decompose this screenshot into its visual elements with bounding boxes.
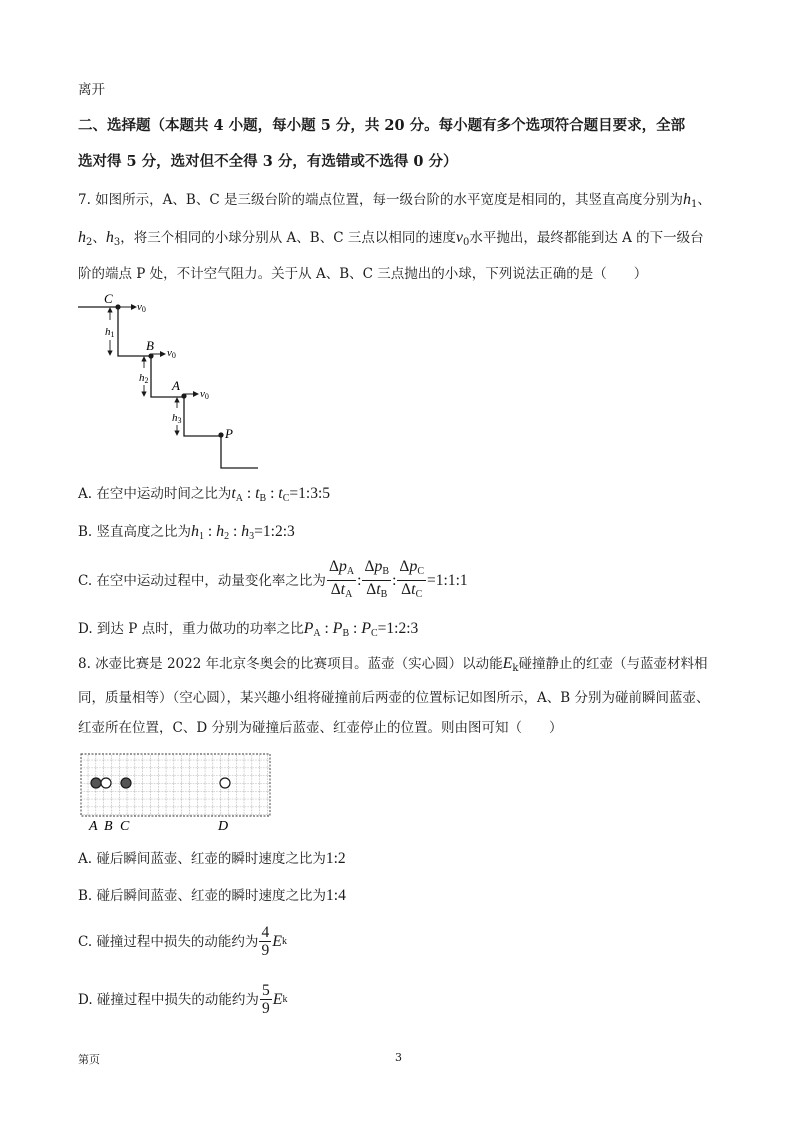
page-number: 3: [395, 1051, 402, 1064]
q7-stem-line3: 阶的端点 P 处，不计空气阻力。关于从 A、B、C 三点抛出的小球，下列说法正确的是（ ）: [78, 266, 648, 282]
stone-c-blue: [121, 778, 131, 788]
label-d: D: [218, 819, 229, 832]
label-a: A: [89, 819, 98, 832]
q8-option-c[interactable]: C. 碰撞过程中损失的动能约为 $\frac{4}{9}$ E k: [78, 924, 287, 959]
label-v0-b: v0: [167, 347, 176, 360]
label-h3: h3: [172, 412, 182, 425]
q8-stem-line3: 红壶所在位置，C、D 分别为碰撞后蓝壶、红壶停止的位置。则由图可知（ ）: [78, 720, 563, 736]
label-a: A: [172, 378, 180, 393]
label-p: P: [225, 426, 233, 441]
staircase-figure: [76, 290, 266, 474]
stone-a-blue: [91, 778, 101, 788]
footer-left: 第页: [78, 1053, 100, 1066]
q8-stem-line1: 8. 冰壶比赛是 2022 年北京冬奥会的比赛项目。蓝壶（实心圆）以动能$E_k$碰撞静止的红壶（与蓝壶材料相: [78, 655, 708, 674]
point-p: [218, 432, 223, 437]
label-h2: h2: [139, 372, 149, 385]
label-b: B: [104, 819, 113, 832]
q8-option-a[interactable]: A. 碰后瞬间蓝壶、红壶的瞬时速度之比为1:2: [78, 850, 346, 867]
label-v0-c: v0: [137, 301, 146, 314]
q8-option-d[interactable]: D. 碰撞过程中损失的动能约为 $\frac{5}{9}$ E k: [78, 982, 288, 1017]
label-c: C: [104, 291, 113, 306]
label-b: B: [146, 338, 154, 353]
label-c: C: [120, 819, 130, 832]
curling-figure: [80, 752, 280, 832]
q7-stem-line1: 7. 如图所示，A、B、C 是三级台阶的端点位置，每一级台阶的水平宽度是相同的，其竖直高度分别为$h_1$、: [78, 191, 711, 210]
q7-option-b[interactable]: B. 竖直高度之比为$h_1$ : $h_2$ : $h_3=1:2:3$: [78, 523, 295, 542]
q7-stem-line2: $h_2$、$h_3$，将三个相同的小球分别从 A、B、C 三点以相同的速度$v_0$水平抛出，最终都能到达 A 的下一级台: [78, 229, 704, 248]
top-fragment: 离开: [78, 82, 105, 98]
q8-stem-line2: 同，质量相等）（空心圆），某兴趣小组将碰撞前后两壶的位置标记如图所示，A、B 分别为碰前瞬间蓝壶、: [78, 690, 710, 706]
label-v0-a: v0: [200, 388, 209, 401]
q7-option-d[interactable]: D. 到达 P 点时，重力做功的功率之比$P_A$ : $P_B$ : $P_C=1:2:3$: [78, 620, 419, 639]
stone-d-red: [220, 778, 230, 788]
stone-b-red: [101, 778, 111, 788]
label-h1: h1: [105, 326, 115, 339]
q7-option-a[interactable]: A. 在空中运动时间之比为$t_A$ : $t_B$ : $t_C=1:3:5$: [78, 485, 331, 504]
q8-option-b[interactable]: B. 碰后瞬间蓝壶、红壶的瞬时速度之比为1:4: [78, 887, 346, 904]
q7-option-c[interactable]: C. 在空中运动过程中，动量变化率之比为 $\frac{\Delta p_A}{\Delta t_A}$ : $\frac{\Delta p_B}{\Delta t_B}$ : $\frac{\Delta p_C}{\Delta t_C}$ =1:1:1: [78, 558, 468, 600]
section-heading-line1: 二、选择题（本题共 4 小题，每小题 5 分，共 20 分。每小题有多个选项符合题目要求，全部: [78, 117, 686, 134]
section-heading-line2: 选对得 5 分，选对但不全得 3 分，有选错或不选得 0 分）: [78, 153, 458, 170]
